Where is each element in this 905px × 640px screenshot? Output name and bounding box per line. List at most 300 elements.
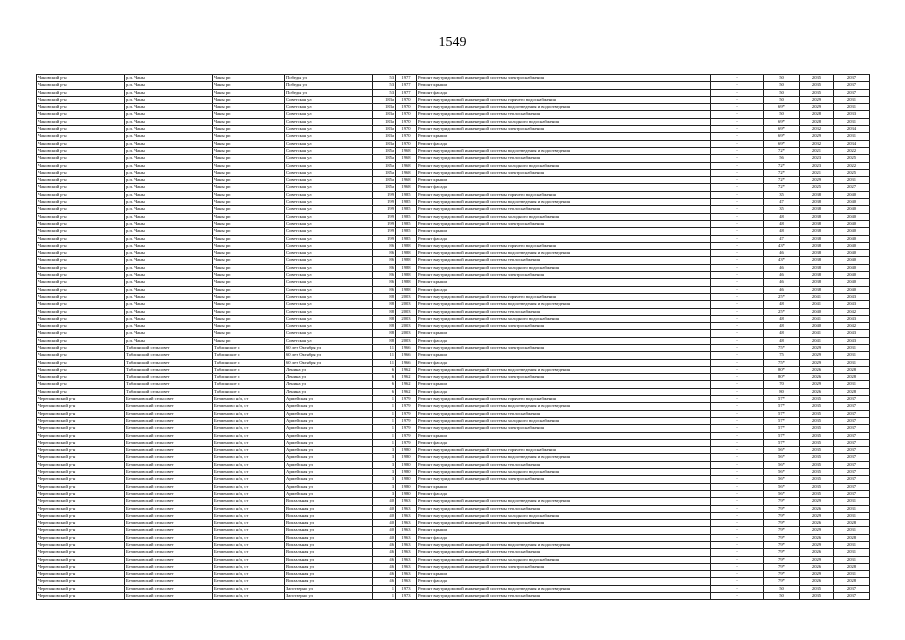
- cell-wear: 43*: [764, 257, 800, 264]
- table-row: [37, 264, 870, 271]
- cell-start-year: 2035: [800, 483, 834, 490]
- cell-end-year: 2031: [834, 381, 870, 388]
- cell-street: Ленина ул: [285, 366, 373, 373]
- cell-district: Чановский р-н: [37, 147, 125, 154]
- cell-end-year: 2031: [834, 549, 870, 556]
- cell-start-year: 2038: [800, 191, 834, 198]
- cell-municipality: р.п. Чаны: [125, 220, 213, 227]
- cell-locality: Чаны рп: [213, 169, 285, 176]
- table-row: [37, 542, 870, 549]
- cell-municipality: Таблинский сельсовет: [125, 344, 213, 351]
- cell-start-year: 2021: [800, 169, 834, 176]
- cell-locality: Безменово н/п, ст: [213, 403, 285, 410]
- cell-work-type: Ремонт внутридомовой инженерной системы электроснабжения: [417, 126, 711, 133]
- cell-year: 1988: [396, 264, 417, 271]
- cell-street: Советская ул: [285, 206, 373, 213]
- cell-end-year: 2037: [834, 410, 870, 417]
- cell-flag: -: [711, 264, 764, 271]
- cell-house: 88: [373, 330, 396, 337]
- cell-end-year: 2037: [834, 403, 870, 410]
- cell-wear: 48: [764, 323, 800, 330]
- cell-house: 88: [373, 301, 396, 308]
- cell-work-type: Ремонт крыши: [417, 381, 711, 388]
- cell-house: 183а: [373, 140, 396, 147]
- cell-flag: -: [711, 512, 764, 519]
- cell-district: Чановский р-н: [37, 242, 125, 249]
- cell-year: 1963: [396, 578, 417, 585]
- cell-work-type: Ремонт внутридомовой инженерной системы теплоснабжения: [417, 308, 711, 315]
- cell-district: Черепановский р-н: [37, 520, 125, 527]
- cell-street: Вокзальная ул: [285, 505, 373, 512]
- cell-end-year: 2028: [834, 563, 870, 570]
- cell-year: 1985: [396, 228, 417, 235]
- cell-year: 1970: [396, 133, 417, 140]
- cell-locality: Чаны рп: [213, 228, 285, 235]
- cell-end-year: 2037: [834, 396, 870, 403]
- cell-locality: Безменово н/п, ст: [213, 447, 285, 454]
- cell-start-year: 2029: [800, 104, 834, 111]
- cell-flag: -: [711, 461, 764, 468]
- cell-wear: 69*: [764, 118, 800, 125]
- cell-district: Чановский р-н: [37, 330, 125, 337]
- cell-locality: Чаны рп: [213, 184, 285, 191]
- cell-street: Советская ул: [285, 228, 373, 235]
- cell-wear: 48: [764, 220, 800, 227]
- cell-municipality: Безменовский сельсовет: [125, 542, 213, 549]
- cell-flag: -: [711, 585, 764, 592]
- cell-end-year: 2028: [834, 388, 870, 395]
- table-row: [37, 469, 870, 476]
- cell-locality: Безменово н/п, ст: [213, 520, 285, 527]
- cell-locality: Чаны рп: [213, 220, 285, 227]
- table-row: [37, 352, 870, 359]
- cell-year: 1968: [396, 169, 417, 176]
- cell-municipality: Безменовский сельсовет: [125, 417, 213, 424]
- cell-street: Армейская ул: [285, 483, 373, 490]
- cell-municipality: р.п. Чаны: [125, 257, 213, 264]
- cell-house: 46: [373, 571, 396, 578]
- cell-flag: -: [711, 279, 764, 286]
- cell-district: Чановский р-н: [37, 104, 125, 111]
- cell-district: Чановский р-н: [37, 315, 125, 322]
- cell-work-type: Ремонт внутридомовой инженерной системы теплоснабжения: [417, 461, 711, 468]
- cell-district: Черепановский р-н: [37, 534, 125, 541]
- cell-wear: 56*: [764, 461, 800, 468]
- cell-district: Чановский р-н: [37, 337, 125, 344]
- cell-locality: Чаны рп: [213, 257, 285, 264]
- cell-year: 1979: [396, 439, 417, 446]
- cell-locality: Чаны рп: [213, 323, 285, 330]
- cell-house: 1: [373, 410, 396, 417]
- cell-year: 1979: [396, 410, 417, 417]
- cell-municipality: Безменовский сельсовет: [125, 563, 213, 570]
- cell-work-type: Ремонт внутридомовой инженерной системы горячего водоснабжения: [417, 96, 711, 103]
- cell-street: Советская ул: [285, 279, 373, 286]
- cell-municipality: р.п. Чаны: [125, 140, 213, 147]
- cell-house: 86: [373, 257, 396, 264]
- cell-locality: Чаны рп: [213, 242, 285, 249]
- table-row: [37, 396, 870, 403]
- cell-year: 1977: [396, 89, 417, 96]
- cell-work-type: Ремонт внутридомовой инженерной системы теплоснабжения: [417, 549, 711, 556]
- cell-start-year: 2035: [800, 469, 834, 476]
- cell-wear: 57*: [764, 425, 800, 432]
- cell-street: Вокзальная ул: [285, 520, 373, 527]
- cell-wear: 75*: [764, 344, 800, 351]
- cell-house: 86: [373, 279, 396, 286]
- cell-flag: -: [711, 286, 764, 293]
- cell-flag: -: [711, 593, 764, 600]
- cell-house: 86: [373, 250, 396, 257]
- cell-year: 1968: [396, 155, 417, 162]
- cell-locality: Чаны рп: [213, 140, 285, 147]
- cell-municipality: р.п. Чаны: [125, 213, 213, 220]
- cell-locality: Безменово н/п, ст: [213, 534, 285, 541]
- cell-municipality: р.п. Чаны: [125, 199, 213, 206]
- cell-start-year: 2038: [800, 272, 834, 279]
- cell-start-year: 2026: [800, 549, 834, 556]
- cell-end-year: 2031: [834, 512, 870, 519]
- cell-start-year: 2035: [800, 417, 834, 424]
- cell-year: 1985: [396, 199, 417, 206]
- cell-street: Советская ул: [285, 96, 373, 103]
- cell-end-year: 2028: [834, 534, 870, 541]
- cell-house: 1: [373, 585, 396, 592]
- cell-street: Советская ул: [285, 104, 373, 111]
- cell-locality: Чаны рп: [213, 279, 285, 286]
- cell-wear: 79*: [764, 563, 800, 570]
- cell-year: 1966: [396, 352, 417, 359]
- cell-street: Советская ул: [285, 250, 373, 257]
- cell-municipality: р.п. Чаны: [125, 250, 213, 257]
- table-row: [37, 512, 870, 519]
- cell-street: Советская ул: [285, 155, 373, 162]
- cell-year: 1966: [396, 344, 417, 351]
- table-row: [37, 104, 870, 111]
- table-row: [37, 162, 870, 169]
- cell-wear: 69*: [764, 140, 800, 147]
- cell-district: Чановский р-н: [37, 250, 125, 257]
- cell-municipality: р.п. Чаны: [125, 118, 213, 125]
- cell-work-type: Ремонт внутридомовой инженерной системы холодного водоснабжения: [417, 556, 711, 563]
- cell-district: Черепановский р-н: [37, 476, 125, 483]
- cell-work-type: Ремонт внутридомовой инженерной системы водоотведения и водоотведения: [417, 199, 711, 206]
- cell-start-year: 2035: [800, 585, 834, 592]
- cell-flag: -: [711, 184, 764, 191]
- cell-wear: 79*: [764, 542, 800, 549]
- cell-work-type: Ремонт крыши: [417, 177, 711, 184]
- cell-district: Чановский р-н: [37, 235, 125, 242]
- cell-flag: -: [711, 272, 764, 279]
- cell-work-type: Ремонт внутридомовой инженерной системы электроснабжения: [417, 75, 711, 82]
- cell-locality: Безменово н/п, ст: [213, 578, 285, 585]
- cell-locality: Таблинское с: [213, 366, 285, 373]
- cell-work-type: Ремонт фасада: [417, 578, 711, 585]
- cell-municipality: Безменовский сельсовет: [125, 396, 213, 403]
- cell-municipality: р.п. Чаны: [125, 82, 213, 89]
- table-row: [37, 133, 870, 140]
- cell-work-type: Ремонт внутридомовой инженерной системы водоотведения и водоотведения: [417, 403, 711, 410]
- cell-start-year: 2035: [800, 593, 834, 600]
- cell-work-type: Ремонт фасада: [417, 184, 711, 191]
- cell-work-type: Ремонт фасада: [417, 359, 711, 366]
- cell-street: Советская ул: [285, 126, 373, 133]
- cell-work-type: Ремонт внутридомовой инженерной системы теплоснабжения: [417, 206, 711, 213]
- cell-work-type: Ремонт крыши: [417, 279, 711, 286]
- cell-end-year: 2037: [834, 417, 870, 424]
- cell-locality: Безменово н/п, ст: [213, 454, 285, 461]
- cell-house: 86: [373, 286, 396, 293]
- cell-municipality: р.п. Чаны: [125, 308, 213, 315]
- cell-district: Чановский р-н: [37, 155, 125, 162]
- cell-year: 1968: [396, 147, 417, 154]
- cell-municipality: р.п. Чаны: [125, 264, 213, 271]
- cell-start-year: 2023: [800, 162, 834, 169]
- table-row: [37, 228, 870, 235]
- cell-district: Черепановский р-н: [37, 571, 125, 578]
- cell-work-type: Ремонт внутридомовой инженерной системы водоотведения и водоотведения: [417, 250, 711, 257]
- cell-district: Чановский р-н: [37, 184, 125, 191]
- cell-district: Черепановский р-н: [37, 410, 125, 417]
- cell-street: Советская ул: [285, 191, 373, 198]
- cell-wear: 56*: [764, 483, 800, 490]
- cell-work-type: Ремонт внутридомовой инженерной системы электроснабжения: [417, 563, 711, 570]
- cell-street: Советская ул: [285, 199, 373, 206]
- cell-street: Советская ул: [285, 184, 373, 191]
- table-row: [37, 147, 870, 154]
- cell-wear: 79*: [764, 505, 800, 512]
- cell-municipality: р.п. Чаны: [125, 184, 213, 191]
- cell-start-year: 2038: [800, 286, 834, 293]
- table-row: [37, 272, 870, 279]
- cell-end-year: 2040: [834, 213, 870, 220]
- cell-end-year: 2028: [834, 578, 870, 585]
- cell-work-type: Ремонт внутридомовой инженерной системы электроснабжения: [417, 476, 711, 483]
- cell-work-type: Ремонт внутридомовой инженерной системы электроснабжения: [417, 344, 711, 351]
- cell-district: Чановский р-н: [37, 111, 125, 118]
- cell-municipality: р.п. Чаны: [125, 75, 213, 82]
- cell-end-year: 2028: [834, 520, 870, 527]
- cell-house: 88: [373, 308, 396, 315]
- cell-flag: -: [711, 534, 764, 541]
- cell-end-year: 2037: [834, 447, 870, 454]
- table-row: [37, 374, 870, 381]
- cell-end-year: 2043: [834, 330, 870, 337]
- table-row: [37, 344, 870, 351]
- cell-street: Советская ул: [285, 293, 373, 300]
- cell-work-type: Ремонт внутридомовой инженерной системы горячего водоснабжения: [417, 447, 711, 454]
- cell-work-type: Ремонт внутридомовой инженерной системы теплоснабжения: [417, 410, 711, 417]
- table-row: [37, 490, 870, 497]
- table-row: [37, 75, 870, 82]
- cell-wear: 57*: [764, 439, 800, 446]
- cell-start-year: 2038: [800, 257, 834, 264]
- cell-end-year: 2037: [834, 439, 870, 446]
- cell-house: 46: [373, 563, 396, 570]
- cell-municipality: р.п. Чаны: [125, 242, 213, 249]
- cell-end-year: 2037: [834, 490, 870, 497]
- cell-start-year: 2038: [800, 199, 834, 206]
- cell-start-year: 2035: [800, 461, 834, 468]
- cell-start-year: 2038: [800, 228, 834, 235]
- cell-municipality: Таблинский сельсовет: [125, 352, 213, 359]
- cell-end-year: 2031: [834, 352, 870, 359]
- cell-district: Черепановский р-н: [37, 512, 125, 519]
- table-row: [37, 330, 870, 337]
- cell-house: 40: [373, 534, 396, 541]
- cell-work-type: Ремонт фасада: [417, 140, 711, 147]
- cell-street: Ленина ул: [285, 388, 373, 395]
- cell-year: 1963: [396, 542, 417, 549]
- cell-house: 183а: [373, 126, 396, 133]
- cell-house: 11: [373, 344, 396, 351]
- cell-district: Чановский р-н: [37, 191, 125, 198]
- table-row: [37, 439, 870, 446]
- cell-locality: Безменово н/п, ст: [213, 563, 285, 570]
- cell-wear: 57*: [764, 432, 800, 439]
- cell-municipality: р.п. Чаны: [125, 169, 213, 176]
- cell-street: Советская ул: [285, 169, 373, 176]
- cell-municipality: Таблинский сельсовет: [125, 381, 213, 388]
- cell-house: 1: [373, 403, 396, 410]
- table-row: [37, 177, 870, 184]
- cell-street: Армейская ул: [285, 396, 373, 403]
- cell-street: Армейская ул: [285, 454, 373, 461]
- cell-locality: Чаны рп: [213, 191, 285, 198]
- cell-year: 1968: [396, 184, 417, 191]
- cell-start-year: 2026: [800, 520, 834, 527]
- cell-house: 6: [373, 374, 396, 381]
- cell-wear: 72*: [764, 177, 800, 184]
- cell-end-year: 2025: [834, 169, 870, 176]
- cell-flag: -: [711, 250, 764, 257]
- cell-district: Чановский р-н: [37, 199, 125, 206]
- cell-work-type: Ремонт внутридомовой инженерной системы холодного водоснабжения: [417, 417, 711, 424]
- table-row: [37, 337, 870, 344]
- cell-locality: Таблинское с: [213, 374, 285, 381]
- cell-work-type: Ремонт внутридомовой инженерной системы холодного водоснабжения: [417, 315, 711, 322]
- table-row: [37, 593, 870, 600]
- cell-wear: 57*: [764, 396, 800, 403]
- table-row: [37, 410, 870, 417]
- cell-house: 46: [373, 542, 396, 549]
- cell-municipality: Безменовский сельсовет: [125, 520, 213, 527]
- cell-flag: -: [711, 571, 764, 578]
- cell-flag: -: [711, 293, 764, 300]
- cell-street: Армейская ул: [285, 490, 373, 497]
- cell-flag: -: [711, 549, 764, 556]
- table-row: [37, 257, 870, 264]
- cell-flag: -: [711, 133, 764, 140]
- table-row: [37, 366, 870, 373]
- table-row: [37, 213, 870, 220]
- cell-flag: -: [711, 425, 764, 432]
- cell-flag: -: [711, 147, 764, 154]
- cell-end-year: 2031: [834, 133, 870, 140]
- cell-district: Черепановский р-н: [37, 490, 125, 497]
- table-row: [37, 89, 870, 96]
- cell-street: Вокзальная ул: [285, 512, 373, 519]
- cell-flag: -: [711, 396, 764, 403]
- table-row: [37, 315, 870, 322]
- cell-house: 40: [373, 520, 396, 527]
- cell-work-type: Ремонт крыши: [417, 432, 711, 439]
- cell-wear: 79*: [764, 512, 800, 519]
- cell-street: Советская ул: [285, 286, 373, 293]
- cell-start-year: 2025: [800, 184, 834, 191]
- cell-flag: -: [711, 388, 764, 395]
- cell-locality: Чаны рп: [213, 199, 285, 206]
- cell-district: Чановский р-н: [37, 286, 125, 293]
- cell-municipality: р.п. Чаны: [125, 111, 213, 118]
- table-row: [37, 476, 870, 483]
- cell-wear: 50: [764, 111, 800, 118]
- cell-start-year: 2026: [800, 388, 834, 395]
- cell-flag: -: [711, 578, 764, 585]
- cell-year: 1979: [396, 432, 417, 439]
- cell-municipality: Безменовский сельсовет: [125, 549, 213, 556]
- cell-street: Победы ул: [285, 89, 373, 96]
- cell-flag: -: [711, 126, 764, 133]
- cell-work-type: Ремонт внутридомовой инженерной системы холодного водоснабжения: [417, 118, 711, 125]
- cell-work-type: Ремонт фасада: [417, 235, 711, 242]
- cell-end-year: 2028: [834, 374, 870, 381]
- cell-wear: 75*: [764, 359, 800, 366]
- cell-start-year: 2029: [800, 512, 834, 519]
- cell-year: 1988: [396, 279, 417, 286]
- cell-year: 1985: [396, 235, 417, 242]
- cell-flag: -: [711, 352, 764, 359]
- cell-flag: -: [711, 315, 764, 322]
- cell-district: Черепановский р-н: [37, 563, 125, 570]
- cell-start-year: 2041: [800, 315, 834, 322]
- cell-district: Чановский р-н: [37, 323, 125, 330]
- cell-municipality: р.п. Чаны: [125, 293, 213, 300]
- cell-district: Черепановский р-н: [37, 469, 125, 476]
- cell-street: Армейская ул: [285, 469, 373, 476]
- cell-start-year: 2038: [800, 220, 834, 227]
- cell-house: 185а: [373, 162, 396, 169]
- cell-end-year: 2043: [834, 315, 870, 322]
- cell-start-year: 2038: [800, 250, 834, 257]
- cell-house: 40: [373, 512, 396, 519]
- cell-flag: -: [711, 220, 764, 227]
- cell-house: 3: [373, 447, 396, 454]
- cell-start-year: 2023: [800, 155, 834, 162]
- cell-end-year: 2042: [834, 323, 870, 330]
- cell-work-type: Ремонт внутридомовой инженерной системы водоотведения и водоотведения: [417, 454, 711, 461]
- cell-flag: -: [711, 213, 764, 220]
- cell-flag: -: [711, 454, 764, 461]
- cell-locality: Чаны рп: [213, 126, 285, 133]
- cell-wear: 79*: [764, 520, 800, 527]
- cell-locality: Безменово н/п, ст: [213, 425, 285, 432]
- cell-flag: -: [711, 403, 764, 410]
- cell-year: 1970: [396, 111, 417, 118]
- cell-municipality: Безменовский сельсовет: [125, 476, 213, 483]
- cell-work-type: Ремонт крыши: [417, 483, 711, 490]
- cell-start-year: 2035: [800, 432, 834, 439]
- cell-wear: 48: [764, 330, 800, 337]
- page-number: 1549: [438, 35, 467, 50]
- cell-municipality: Безменовский сельсовет: [125, 505, 213, 512]
- cell-start-year: 2035: [800, 89, 834, 96]
- cell-street: Армейская ул: [285, 447, 373, 454]
- cell-flag: -: [711, 257, 764, 264]
- cell-start-year: 2038: [800, 264, 834, 271]
- cell-municipality: р.п. Чаны: [125, 323, 213, 330]
- cell-flag: -: [711, 337, 764, 344]
